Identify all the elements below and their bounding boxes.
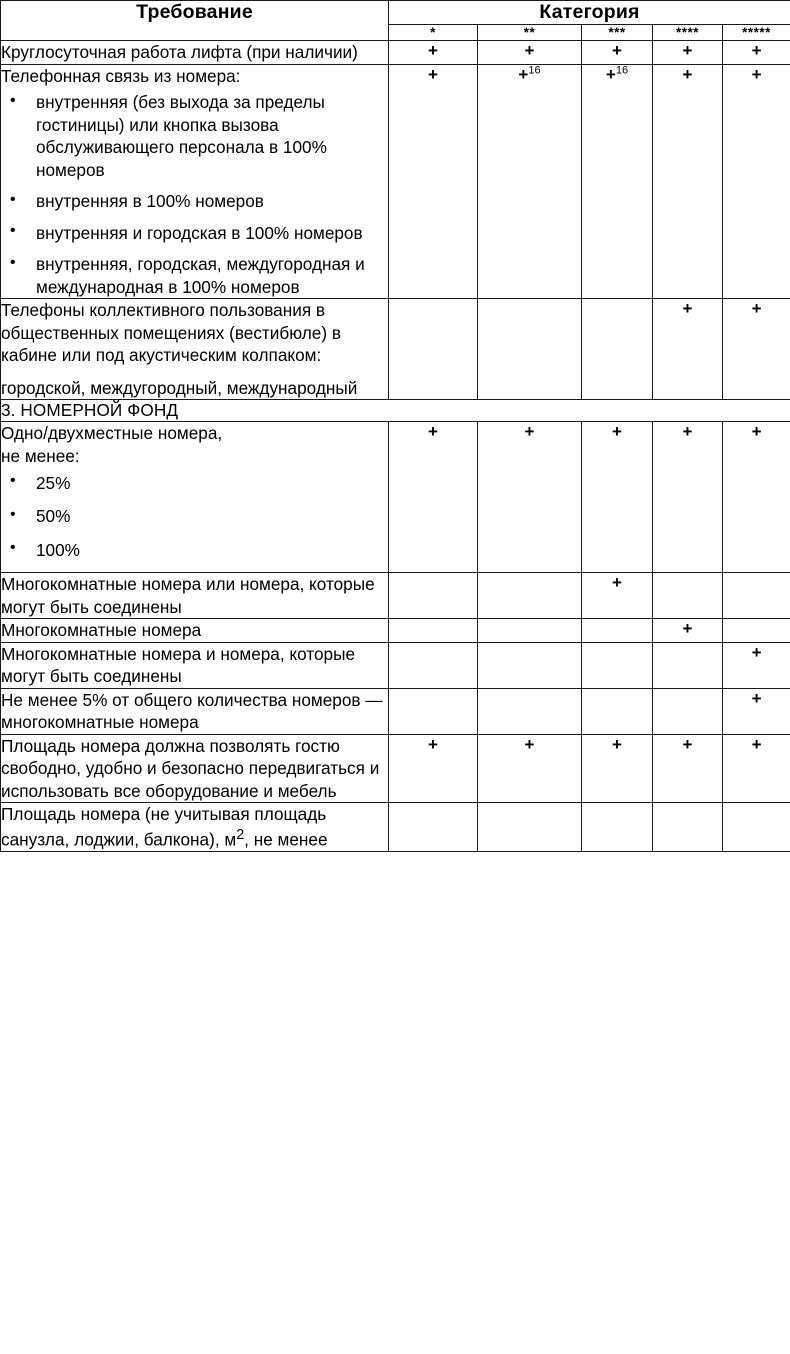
- mark-cell-5: [723, 619, 790, 643]
- table-row: [1, 41, 790, 65]
- requirement-text: [1, 299, 389, 400]
- requirement-text: Многокомнатные номера и номера, которые могут быть соединены: [1, 642, 389, 688]
- requirement-text-part-1: Площадь номера (не учитывая площадь санузла, лоджии, балкона), м: [1, 804, 327, 850]
- mark-cell-1: [389, 642, 478, 688]
- mark-cell-5: +: [723, 642, 790, 688]
- mark-cell-3: [582, 688, 653, 734]
- bullet-icon: •: [10, 472, 16, 489]
- header-star-5: *****: [723, 25, 790, 41]
- table-header-row: [1, 1, 790, 25]
- table-row: [1, 573, 790, 619]
- list-item-label: 25%: [36, 472, 71, 493]
- list-item-label: 50%: [36, 506, 71, 527]
- mark-cell-5: +: [723, 299, 790, 400]
- list-item-label: внутренняя, городская, междугородная и международная в 100% номеров: [36, 254, 365, 297]
- requirement-text: Круглосуточная работа лифта (при наличии): [1, 41, 389, 65]
- mark-cell-5: +: [723, 688, 790, 734]
- bullet-icon: •: [10, 222, 16, 240]
- list-item: [1, 253, 388, 298]
- mark-cell-5: [723, 573, 790, 619]
- mark-cell-2: [478, 299, 582, 400]
- mark-cell-1: [389, 688, 478, 734]
- bullet-icon: •: [10, 539, 16, 557]
- mark-cell-1: [389, 299, 478, 400]
- header-star-2: **: [478, 25, 582, 41]
- mark-symbol: +: [682, 64, 693, 84]
- mark-cell-4: +: [653, 619, 723, 643]
- bullet-icon: •: [10, 190, 16, 208]
- mark-cell-4: [653, 573, 723, 619]
- requirement-bullet-list: [1, 472, 388, 562]
- mark-cell-3: [582, 64, 653, 299]
- list-item: [1, 91, 388, 181]
- list-item: [1, 472, 388, 495]
- mark-symbol: +: [605, 64, 616, 84]
- mark-cell-1: [389, 619, 478, 643]
- bullet-icon: •: [10, 253, 16, 271]
- mark-cell-1: [389, 64, 478, 299]
- mark-cell-4: [653, 64, 723, 299]
- list-item-label: внутренняя и городская в 100% номеров: [36, 222, 363, 243]
- requirement-secondary: городской, междугородный, международный: [1, 377, 358, 398]
- mark-cell-4: [653, 688, 723, 734]
- mark-cell-3: +: [582, 734, 653, 803]
- header-requirement: Требование: [1, 1, 389, 41]
- table-row: [1, 642, 790, 688]
- mark-cell-1: +: [389, 422, 478, 573]
- mark-cell-2: [478, 64, 582, 299]
- list-item-label: внутренняя (без выхода за пределы гостиницы) или кнопка вызова обслуживающего персонала в 100% номеров: [36, 92, 327, 180]
- table-row: [1, 299, 790, 400]
- mark-symbol: +: [428, 64, 438, 84]
- mark-cell-5: +: [723, 422, 790, 573]
- mark-cell-2: [478, 803, 582, 852]
- mark-cell-2: [478, 573, 582, 619]
- mark-cell-2: +: [478, 734, 582, 803]
- list-item: [1, 190, 388, 213]
- mark-footnote: 16: [615, 63, 629, 76]
- mark-cell-3: [582, 642, 653, 688]
- table-row: [1, 688, 790, 734]
- mark-cell-4: +: [653, 734, 723, 803]
- requirement-text-line: [1, 803, 388, 851]
- list-item: [1, 222, 388, 245]
- mark-cell-2: +: [478, 422, 582, 573]
- mark-cell-3: [582, 299, 653, 400]
- mark-cell-4: +: [653, 422, 723, 573]
- mark-cell-4: +: [653, 41, 723, 65]
- table-row: [1, 619, 790, 643]
- bullet-icon: •: [10, 91, 16, 109]
- mark-cell-1: [389, 803, 478, 852]
- mark-symbol: +: [518, 64, 529, 84]
- mark-cell-3: +: [582, 41, 653, 65]
- list-item: [1, 505, 388, 528]
- superscript-squared: 2: [236, 826, 245, 843]
- mark-cell-2: +: [478, 41, 582, 65]
- mark-cell-3: +: [582, 422, 653, 573]
- list-item-label: внутренняя в 100% номеров: [36, 191, 264, 212]
- table-row: [1, 734, 790, 803]
- mark-cell-1: +: [389, 734, 478, 803]
- requirement-text: [1, 422, 389, 573]
- section-header-row: [1, 400, 790, 422]
- requirement-lead-line1: Одно/двухместные номера,: [1, 423, 223, 444]
- mark-cell-3: [582, 803, 653, 852]
- section-title: 3. НОМЕРНОЙ ФОНД: [1, 400, 790, 422]
- requirement-text: Многокомнатные номера: [1, 619, 389, 643]
- mark-cell-5: +: [723, 41, 790, 65]
- mark-footnote: 16: [528, 63, 541, 76]
- list-item-label: 100%: [36, 539, 80, 560]
- header-star-4: ****: [653, 25, 723, 41]
- requirement-bullet-list: [1, 91, 388, 298]
- list-item: [1, 539, 388, 562]
- header-star-3: ***: [582, 25, 653, 41]
- bullet-icon: •: [10, 505, 16, 523]
- mark-cell-4: [653, 803, 723, 852]
- mark-cell-5: [723, 803, 790, 852]
- table-row: [1, 803, 790, 852]
- header-category: Категория: [389, 1, 790, 25]
- mark-cell-2: [478, 642, 582, 688]
- requirement-text: Площадь номера должна позволять гостю свободно, удобно и безопасно передвигаться и использовать все оборудование и мебель: [1, 734, 389, 803]
- requirement-text: [1, 64, 389, 299]
- mark-cell-4: [653, 642, 723, 688]
- requirement-lead: Телефонная связь из номера:: [1, 65, 241, 86]
- requirement-lead: Телефоны коллективного пользования в общественных помещениях (вестибюле) в кабине или под акустическим колпаком:: [1, 300, 341, 366]
- requirement-text-part-2: , не менее: [244, 829, 328, 850]
- mark-cell-5: [723, 64, 790, 299]
- mark-cell-3: +: [582, 573, 653, 619]
- mark-cell-2: [478, 619, 582, 643]
- requirement-text: [1, 803, 389, 852]
- requirement-text: Многокомнатные номера или номера, которые могут быть соединены: [1, 573, 389, 619]
- mark-cell-5: +: [723, 734, 790, 803]
- mark-cell-2: [478, 688, 582, 734]
- requirement-lead-line2: не менее:: [1, 445, 80, 466]
- mark-cell-3: [582, 619, 653, 643]
- mark-cell-1: [389, 573, 478, 619]
- requirement-text: Не менее 5% от общего количества номеров — многокомнатные номера: [1, 688, 389, 734]
- table-row: [1, 422, 790, 573]
- table-row: [1, 64, 790, 299]
- header-star-1: *: [389, 25, 478, 41]
- mark-cell-4: +: [653, 299, 723, 400]
- mark-symbol: +: [751, 64, 762, 84]
- mark-cell-1: +: [389, 41, 478, 65]
